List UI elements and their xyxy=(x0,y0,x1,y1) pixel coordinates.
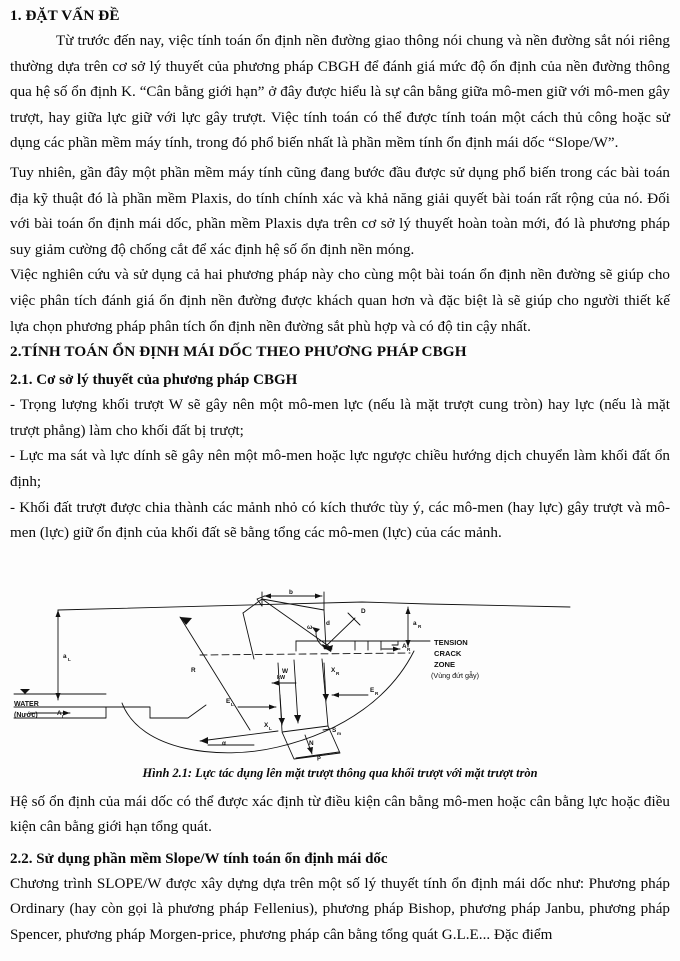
section-2-1-after-figure: Hệ số ổn định của mái dốc có thể được xác định từ điều kiện cân bằng mô-men hoặc cân bằng lực hoặc điều kiện cân bằng giới hạn tổng quát. xyxy=(10,793,670,836)
label-aL-sub: L xyxy=(68,656,71,662)
AR-bracket xyxy=(392,641,398,645)
label-AL-sub: L xyxy=(62,713,65,719)
label-aL: a xyxy=(63,652,67,660)
wedge-left-edge xyxy=(243,613,254,659)
AR-arrowhead xyxy=(393,646,400,651)
label-AL: A xyxy=(57,709,62,717)
label-W: W xyxy=(282,667,289,675)
label-Sm: S xyxy=(332,726,337,734)
page-content xyxy=(10,6,670,949)
label-N: N xyxy=(309,739,314,747)
EL-arrowhead xyxy=(269,704,276,709)
label-crack: CRACK xyxy=(434,648,462,658)
label-R: R xyxy=(191,666,196,674)
label-XL: X xyxy=(264,721,269,729)
slope-face xyxy=(150,705,206,718)
alpha-arrowhead xyxy=(200,737,208,744)
aR-arrow-top xyxy=(406,607,411,614)
section-1-paragraph-1: Từ trước đến nay, việc tính toán ổn định nền đường giao thông nói chung và nền đường sắt nói riêng thường dựa trên cơ sở lý thuyết của phương pháp CBGH để đánh giá mức độ ổn định của nền đường thông qua hệ số ổn định K. “Cân bằng giới hạn” ở đây được hiểu là sự cân bằng giữa mô-men giữ với mô-men gây trượt, hay giữa lực giữ với lực gây trượt. Việc tính toán có thể được tính toán một cách thủ công hoặc sử dụng các phần mềm máy tính, trong đó phổ biến nhất là phần mềm tính ổn định mái dốc “Slope/W”. xyxy=(10,33,670,152)
label-EL: E xyxy=(226,697,231,705)
label-AR: A xyxy=(402,642,407,650)
label-aR-sub: R xyxy=(418,623,422,629)
label-AR-sub: R xyxy=(407,646,411,652)
XR-arrowhead xyxy=(323,694,330,701)
label-Sm-sub: m xyxy=(337,730,342,736)
section-2-2-heading: 2.2. Sử dụng phần mềm Slope/W tính toán ổn định mái dốc xyxy=(10,850,388,867)
slice-right-side xyxy=(322,659,328,726)
label-water-en: WATER xyxy=(14,700,39,708)
water-right-extent xyxy=(106,707,150,718)
label-d: d xyxy=(326,619,330,627)
d-line xyxy=(262,599,330,647)
label-XR: X xyxy=(331,666,336,674)
label-XR-sub: R xyxy=(336,670,340,676)
ground-surface-left xyxy=(58,602,428,610)
label-EL-sub: L xyxy=(231,701,234,707)
label-omega: ω xyxy=(307,623,313,631)
label-aR: a xyxy=(413,619,417,627)
XL-arrowhead xyxy=(279,718,286,725)
b-arrow-right xyxy=(315,593,322,598)
label-XL-sub: L xyxy=(269,725,272,731)
W-arrowhead xyxy=(294,715,301,723)
label-zone: ZONE xyxy=(434,659,456,669)
label-ER: E xyxy=(370,686,375,694)
section-2-1-bullet-2: - Lực ma sát và lực dính sẽ gây nên một mô-men hoặc lực ngược chiều hướng dịch chuyển làm khối đất ổn định; xyxy=(10,448,670,490)
section-1-paragraph-3: Việc nghiên cứu và sử dụng cả hai phương pháp này cho cùng một bài toán ổn định nền đường sẽ giúp cho việc phân tích đánh giá ổn định nền đường được khách quan hơn và đặc biệt là sẽ giúp cho người thiết kế lựa chọn phương pháp phân tích ổn định nền đường sắt phù hợp và có độ tin cậy nhất. xyxy=(10,267,670,335)
figure-caption: Hình 2.1: Lực tác dụng lên mặt trượt thông qua khối trượt với mặt trượt tròn xyxy=(142,765,538,780)
R-arrowhead xyxy=(180,617,192,625)
ER-arrowhead xyxy=(332,692,339,697)
section-2-heading: 2.TÍNH TOÁN ỔN ĐỊNH MÁI DỐC THEO PHƯƠNG PHÁP CBGH xyxy=(10,343,467,361)
label-water-vi: (Nước) xyxy=(14,711,38,719)
section-2-1-bullet-1: - Trọng lượng khối trượt W sẽ gây nên một mô-men lực (nếu là mặt trượt cung tròn) hay lực (nếu là mặt trượt phẳng) làm cho khối đất bị trượt; xyxy=(10,397,670,439)
N-arrowhead xyxy=(307,747,313,754)
aL-arrow-top xyxy=(56,610,61,617)
W-force-line xyxy=(294,660,298,723)
omega-arrowhead xyxy=(312,627,320,633)
ground-surface-right xyxy=(428,604,570,607)
section-1-paragraph-2: Tuy nhiên, gần đây một phần mềm máy tính cũng đang bước đầu được sử dụng phổ biến trong các bài toán địa kỹ thuật đó là phần mềm Plaxis, do tính chính xác và khả năng giải quyết bài toán rất rộng của nó. Đối với bài toán ổn định mái dốc, phần mềm Plaxis dựa trên cơ sở lý thuyết hoàn toàn mới, đó là phương pháp suy giảm cường độ chống cắt để xác định hệ số ổn định nền móng. xyxy=(10,164,670,258)
alpha-tangent-line xyxy=(200,731,278,741)
label-beta: β xyxy=(317,753,321,761)
section-2-1-bullet-3: - Khối đất trượt được chia thành các mảnh nhỏ có kích thước tùy ý, các mô-men (hay lực) gây trượt và mô-men (lực) giữ ổn định của khối đất sẽ bằng tổng các mô-men (lực) của các mảnh. xyxy=(10,499,670,542)
wedge-outline-upper xyxy=(243,599,326,649)
phreatic-dashed-line xyxy=(200,653,410,655)
label-alpha: α xyxy=(222,739,226,747)
kW-arrowhead xyxy=(272,680,279,685)
section-2-2-paragraph: Chương trình SLOPE/W được xây dựng dựa trên một số lý thuyết tính ổn định mái dốc như: Phương pháp Ordinary (hay còn gọi là phương pháp Fellenius), phương pháp Bishop, phương pháp Janbu, phương pháp Spencer, phương pháp Morgen-price, phương pháp cân bằng tổng quát G.L.E... Đặc điểm xyxy=(10,875,670,944)
water-triangle xyxy=(20,689,30,694)
label-ER-sub: R xyxy=(375,690,379,696)
label-b: b xyxy=(289,588,293,596)
section-1-heading: 1. ĐẶT VẤN ĐỀ xyxy=(10,7,120,24)
figure-2-1 xyxy=(10,555,670,761)
label-kW: kW xyxy=(277,674,286,681)
label-D: D xyxy=(361,607,366,615)
slip-surface-arc xyxy=(122,651,414,753)
slope-stability-force-diagram xyxy=(10,555,670,761)
section-2-1-heading: 2.1. Cơ sở lý thuyết của phương pháp CBGH xyxy=(10,372,298,389)
label-tension: TENSION xyxy=(434,637,468,647)
label-zone-vi: (Vùng đứt gẫy) xyxy=(431,670,479,680)
